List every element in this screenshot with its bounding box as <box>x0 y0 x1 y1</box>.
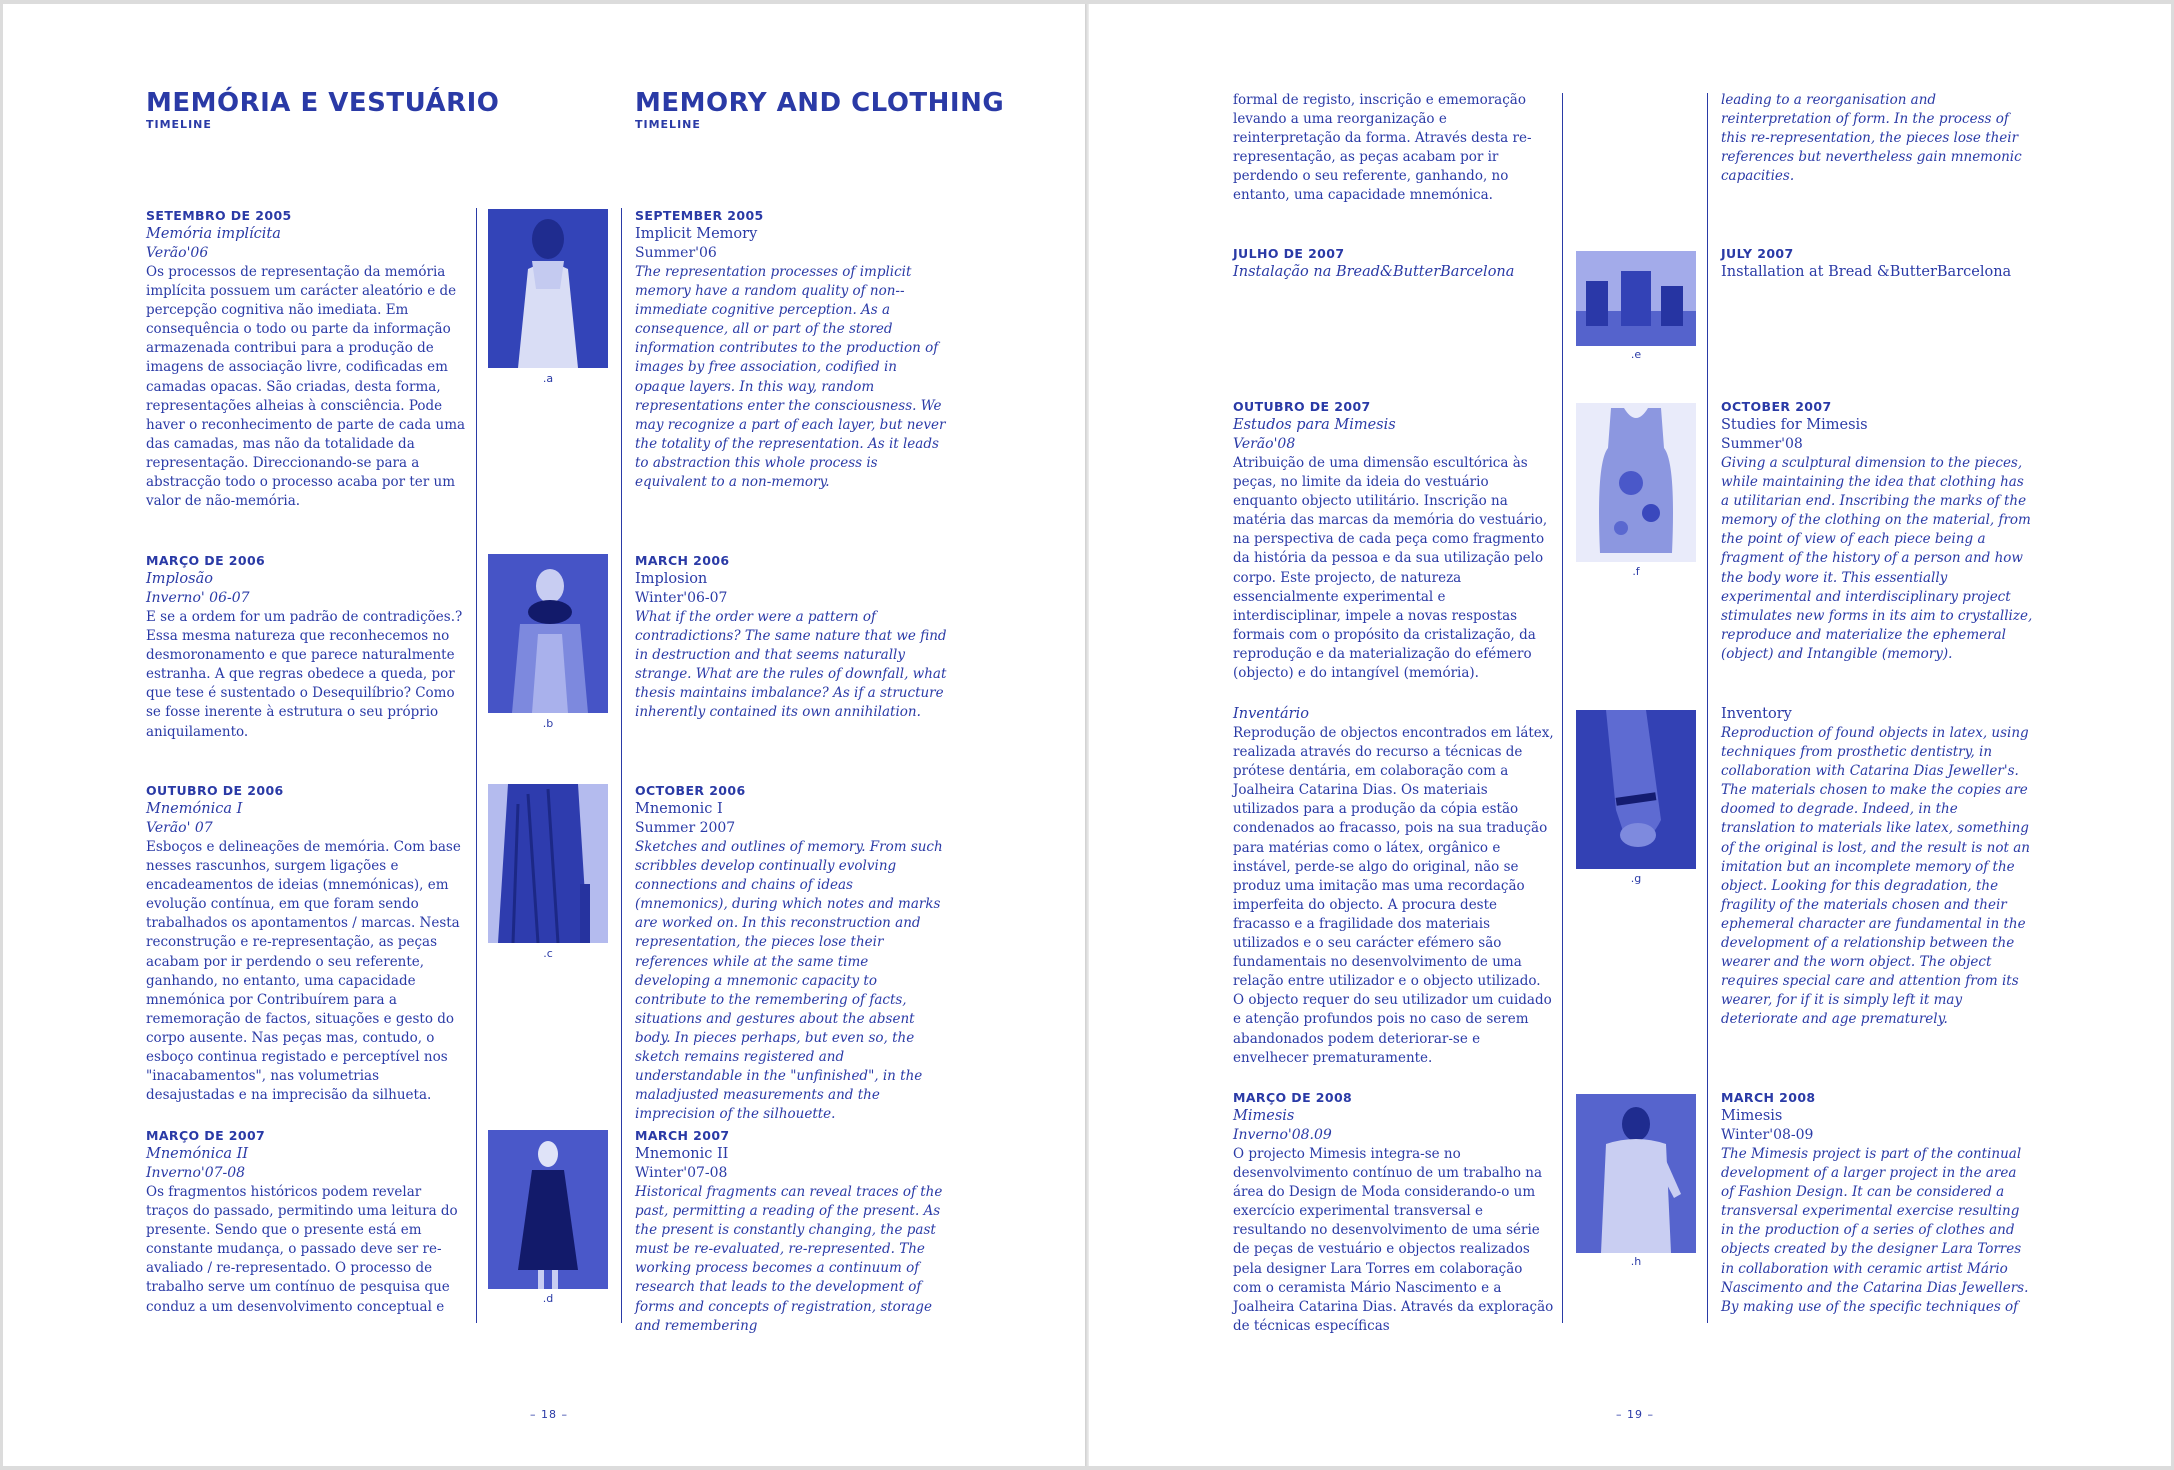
photo-model-dark-dress <box>488 1130 608 1289</box>
entry-body: O projecto Mimesis integra-se no desenvolvimento contínuo de um trabalho na área do Design de Moda considerando-o um exercício experimental transversal e resultando no desenvolvimento de uma série de peças de vestuário e objectos realizados pela designer Lara Torres em colaboração com o ceramista Mário Nascimento e a Joalheira Catarina Dias. Através da exploração de técnicas específicas <box>1233 1146 1554 1334</box>
entry-season: Winter'07-08 <box>635 1165 728 1181</box>
entry-season: Inverno'07-08 <box>146 1165 246 1181</box>
entry-body: Giving a sculptural dimension to the pieces, while maintaining the idea that clothing has a utilitarian end. Inscribing the marks of the memory of the clothing on the material, from the point of view of each piece being a fragment of the history of a person and how the body wore it. This essentially experimental and interdisciplinary project stimulates new forms in its aim to crystallize, reproduce and materialize the ephemeral (object) and Intangible (memory). <box>1721 455 2033 662</box>
photo-caption: .d <box>542 1292 554 1305</box>
entry-body: Sketches and outlines of memory. From such scribbles develop continually evolving connections and chains of ideas (mnemonics), during which notes and marks are worked on. In this reconstruction and representation, the pieces lose their references while at the same time developing a mnemonic capacity to contribute to the remembering of facts, situations and gestures about the absent body. In pieces perhaps, but even so, the sketch remains registered and understandable in the "unfinished", in the maladjusted measurements and the imprecision of the silhouette. <box>635 839 943 1123</box>
photo-model-back <box>1576 1094 1696 1253</box>
entry-date: MARCH 2007 <box>635 1128 730 1143</box>
entry-season: Winter'08-09 <box>1721 1127 1814 1143</box>
timeline-entry-en <box>1721 398 2033 664</box>
column-rule <box>476 208 477 1323</box>
entry-name: Mnemónica II <box>146 1146 249 1162</box>
column-rule <box>1707 93 1708 1323</box>
entry-date: SETEMBRO DE 2005 <box>146 208 292 223</box>
column-rule <box>1562 93 1563 1323</box>
timeline-entry-pt <box>146 1127 468 1317</box>
timeline-entry-pt <box>1233 245 1555 282</box>
entry-season: Verão'06 <box>146 245 209 261</box>
entry-body: formal de registo, inscrição e ememoração levando a uma reorganização e reinterpretação da forma. Através desta re-representação, as peças acabam por ir perdendo o seu referente, ganhando, no entanto, uma capacidade mnemónica. <box>1233 92 1532 204</box>
page-title-en: MEMORY AND CLOTHING <box>635 88 1005 118</box>
photo-model-white-dress <box>488 209 608 368</box>
entry-date: MARÇO DE 2008 <box>1233 1090 1353 1105</box>
entry-date: OUTUBRO DE 2006 <box>146 783 284 798</box>
entry-name: Implosion <box>635 571 708 587</box>
photo-caption: .a <box>542 372 554 385</box>
photo-caption: .h <box>1630 1255 1642 1268</box>
entry-date: MARCH 2008 <box>1721 1090 1816 1105</box>
page-subtitle-pt: TIMELINE <box>146 118 212 131</box>
entry-body: The representation processes of implicit memory have a random quality of non--immediate cognitive perception. As a consequence, all or part of the stored information contributes to the production of images by free association, codified in opaque layers. In this way, random representations enter the consciousness. We may recognize a part of each layer, but never the totality of the representation. As it leads to abstraction this whole process is equivalent to a non-memory. <box>635 264 946 491</box>
entry-body: E se a ordem for um padrão de contradições.? Essa mesma natureza que reconhecemos no desmoronamento e que parece naturalmente estranha. A que regras obedece a queda, por que tese é sustentado o Desequilíbrio? Como se fosse inerente à estrutura o seu próprio aniquilamento. <box>146 609 463 740</box>
page-title-pt: MEMÓRIA E VESTUÁRIO <box>146 88 500 118</box>
entry-name: Inventário <box>1233 706 1309 722</box>
photo-tank-top <box>1576 403 1696 562</box>
entry-name: Mimesis <box>1721 1108 1783 1124</box>
entry-name: Implosão <box>146 571 213 587</box>
entry-name: Mimesis <box>1233 1108 1295 1124</box>
entry-date: OCTOBER 2006 <box>635 783 746 798</box>
entry-season: Inverno' 06-07 <box>146 590 250 606</box>
photo-caption: .c <box>543 947 553 960</box>
continued-text-en <box>1721 91 2033 186</box>
entry-body: Reproduction of found objects in latex, using techniques from prosthetic dentistry, in collaboration with Catarina Dias Jeweller's. The materials chosen to make the copies are doomed to degrade. Indeed, in the translation to materials like latex, something of the original is lost, and the result is not an imitation but an incomplete memory of the object. Looking for this degradation, the fragility of the materials chosen and their ephemeral character are fundamental in the development of a relationship between the wearer and the worn object. The object requires special care and attention from its wearer, for if it is simply left it may deteriorate and age prematurely. <box>1721 725 2030 1028</box>
entry-body: Esboços e delineações de memória. Com base nesses rascunhos, surgem ligações e encadeamentos de ideias (mnemónicas), em evolução contínua, em que foram sendo trabalhados os apontamentos / marcas. Nesta reconstrução e re-representação, as peças acabam por ir perdendo o seu referente, ganhando, no entanto, uma capacidade mnemónica por Contribuírem para a rememoração de factos, situações e gesto do corpo ausente. Nas peças mas, contudo, o esboço continua registado e perceptível nos "inacabamentos", nas volumetrias desajustadas e na imprecisão da silhueta. <box>146 839 461 1104</box>
entry-season: Summer 2007 <box>635 820 736 836</box>
entry-season: Summer'08 <box>1721 436 1803 452</box>
entry-name: Inventory <box>1721 706 1792 722</box>
entry-name: Studies for Mimesis <box>1721 417 1868 433</box>
continued-text-pt <box>1233 91 1555 206</box>
page-subtitle-en: TIMELINE <box>635 118 701 131</box>
entry-name: Installation at Bread &ButterBarcelona <box>1721 264 2012 280</box>
photo-caption: .f <box>1632 565 1640 578</box>
entry-name: Mnemonic I <box>635 801 723 817</box>
entry-date: JULHO DE 2007 <box>1233 246 1345 261</box>
photo-wrist-bracelet <box>1576 710 1696 869</box>
photo-caption: .b <box>542 717 554 730</box>
entry-date: OCTOBER 2007 <box>1721 399 1832 414</box>
photo-model-dark-collar <box>488 554 608 713</box>
entry-date: MARCH 2006 <box>635 553 730 568</box>
timeline-entry-en <box>1721 705 2033 1030</box>
entry-season: Inverno'08.09 <box>1233 1127 1332 1143</box>
entry-body: Atribuição de uma dimensão escultórica às peças, no limite da ideia do vestuário enquanto objecto utilitário. Inscrição na matéria das marcas da memória do vestuário, na perspectiva de cada peça como fragmento da história da pessoa e da sua utilização pelo corpo. Este projecto, de natureza essencialmente experimental e interdisciplinar, impele a novas respostas formais com o propósito da cristalização, da reprodução e da materialização do efémero (objecto) e do intangível (memória). <box>1233 455 1548 682</box>
entry-body: Os fragmentos históricos podem revelar traços do passado, permitindo uma leitura do presente. Sendo que o presente está em constante mudança, o passado deve ser re-avaliado / re-representado. O processo de trabalho serve um contínuo de pesquisa que conduz a um desenvolvimento conceptual e <box>146 1184 458 1315</box>
entry-body: What if the order were a pattern of contradictions? The same nature that we find in destruction and that seems naturally strange. What are the rules of downfall, what thesis maintains imbalance? As if a structure inherently contained its own annihilation. <box>635 609 947 721</box>
entry-season: Summer'06 <box>635 245 717 261</box>
timeline-entry-pt <box>1233 398 1555 683</box>
entry-body: leading to a reorganisation and reinterpretation of form. In the process of this re-representation, the pieces lose their references but nevertheless gain mnemonic capacities. <box>1721 92 2022 185</box>
column-rule <box>621 208 622 1323</box>
entry-name: Implicit Memory <box>635 226 758 242</box>
timeline-entry-pt <box>146 782 468 1105</box>
timeline-entry-pt <box>146 552 468 742</box>
timeline-entry-en <box>635 552 947 723</box>
timeline-entry-en <box>1721 1089 2033 1317</box>
entry-date: MARÇO DE 2007 <box>146 1128 266 1143</box>
timeline-entry-pt <box>1233 705 1555 1068</box>
timeline-entry-en <box>635 782 947 1124</box>
timeline-entry-en <box>635 207 947 492</box>
entry-name: Mnemonic II <box>635 1146 729 1162</box>
entry-season: Verão' 07 <box>146 820 213 836</box>
entry-season: Verão'08 <box>1233 436 1296 452</box>
entry-name: Estudos para Mimesis <box>1233 417 1396 433</box>
entry-name: Instalação na Bread&ButterBarcelona <box>1233 264 1515 280</box>
timeline-entry-en <box>635 1127 947 1336</box>
entry-name: Mnemónica I <box>146 801 243 817</box>
en-header <box>635 88 1004 132</box>
pt-header <box>146 88 499 132</box>
photo-installation <box>1576 251 1696 346</box>
photo-caption: .e <box>1630 348 1642 361</box>
timeline-entry-pt <box>146 207 468 511</box>
entry-body: Historical fragments can reveal traces of the past, permitting a reading of the present. As the present is constantly changing, the past must be re-evaluated, re-represented. The working process becomes a continuum of research that leads to the development of forms and concepts of registration, storage and remembering <box>635 1184 943 1334</box>
entry-date: SEPTEMBER 2005 <box>635 208 764 223</box>
entry-name: Memória implícita <box>146 226 281 242</box>
photo-caption: .g <box>1630 872 1642 885</box>
entry-date: MARÇO DE 2006 <box>146 553 266 568</box>
entry-date: JULY 2007 <box>1721 246 1794 261</box>
timeline-entry-en <box>1721 245 2033 282</box>
entry-season: Winter'06-07 <box>635 590 728 606</box>
page-number: – 18 – <box>530 1408 568 1421</box>
page-number: – 19 – <box>1616 1408 1654 1421</box>
entry-body: Os processos de representação da memória implícita possuem um carácter aleatório e de percepção cognitiva não imediata. Em consequência o todo ou parte da informação armazenada contribui para a produção de imagens de associação livre, codificadas em camadas opacas. São criadas, desta forma, representações alheias à consciência. Pode haver o reconhecimento de parte de cada uma das camadas, mas não da totalidade da representação. Direccionando-se para a abstracção todo o processo acaba por ter um valor de não-memória. <box>146 264 466 510</box>
photo-dark-garment-folds <box>488 784 608 943</box>
entry-body: Reprodução de objectos encontrados em látex, realizada através do recurso a técnicas de prótese dentária, em colaboração com a Joalheira Catarina Dias. Os materiais utilizados para a produção da cópia estão condenados ao fracasso, pois na sua tradução para matérias como o látex, orgânico e instável, perde-se algo do original, não se produz uma imitação mas uma recordação imperfeita do objecto. A procura deste fracasso e a fragilidade dos materiais utilizados e o seu carácter efémero são fundamentais no desenvolvimento de uma relação entre utilizador e o objecto utilizado. O objecto requer do seu utilizador um cuidado e atenção profundos pois no caso de serem abandonados podem deteriorar-se e envelhecer prematuramente. <box>1233 725 1554 1066</box>
entry-date: OUTUBRO DE 2007 <box>1233 399 1371 414</box>
book-gutter <box>1085 4 1089 1466</box>
entry-body: The Mimesis project is part of the continual development of a larger project in the area of Fashion Design. It can be considered a transversal experimental exercise resulting in the production of a series of clothes and objects created by the designer Lara Torres in collaboration with ceramic artist Mário Nascimento and the Catarina Dias Jewellers. By making use of the specific techniques of <box>1721 1146 2029 1315</box>
timeline-entry-pt <box>1233 1089 1555 1336</box>
